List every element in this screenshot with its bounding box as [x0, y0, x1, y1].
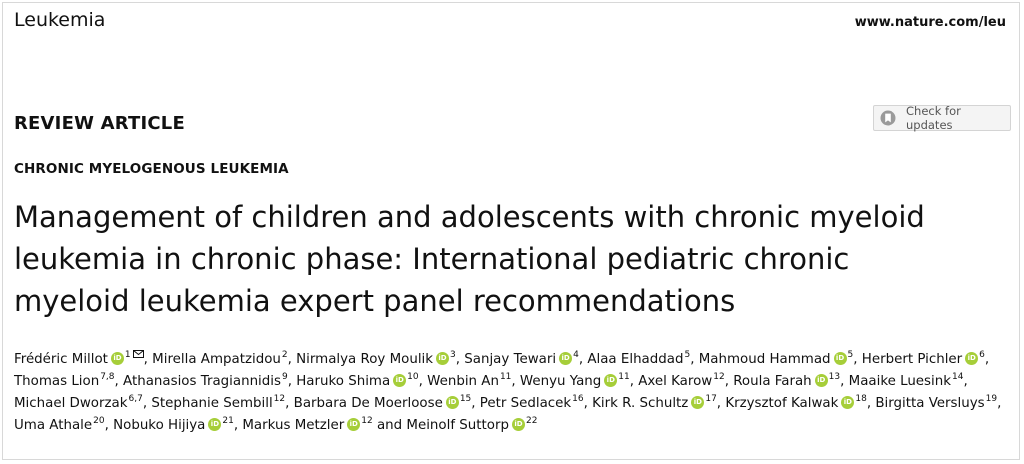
affiliation-superscript: 13 [828, 372, 841, 382]
orcid-icon[interactable] [512, 418, 525, 431]
orcid-icon[interactable] [834, 352, 847, 365]
author-name[interactable] [14, 396, 143, 411]
author-name[interactable] [862, 352, 985, 367]
affiliation-superscript: 1 [124, 350, 131, 360]
affiliation-superscript: 9 [281, 372, 288, 382]
author-name[interactable] [151, 396, 285, 411]
author-name[interactable] [733, 374, 840, 389]
author-name-text: Markus Metzler [242, 418, 345, 433]
orcid-icon[interactable] [691, 396, 704, 409]
orcid-icon[interactable] [446, 396, 459, 409]
author-name-text: Nobuko Hijiya [113, 418, 206, 433]
author-name-text: Wenbin An [427, 374, 499, 389]
affiliation-superscript: 5 [684, 350, 691, 360]
journal-url-link[interactable]: www.nature.com/leu [854, 15, 1006, 30]
subject-category: CHRONIC MYELOGENOUS LEUKEMIA [14, 161, 289, 177]
author-name-text: Mahmoud Hammad [698, 352, 831, 367]
author-name[interactable] [587, 352, 690, 367]
author-name-text: Sanjay Tewari [464, 352, 557, 367]
check-for-updates-label: Check for updates [906, 104, 961, 132]
author-name[interactable] [152, 352, 287, 367]
author-name-text: Birgitta Versluys [875, 396, 985, 411]
affiliation-superscript: 11 [618, 372, 630, 382]
affiliation-superscript: 2 [281, 350, 288, 360]
title-line: Management of children and adolescents with chronic myeloid [14, 200, 925, 234]
author-name-text: Meinolf Suttorp [406, 418, 509, 433]
author-name-text: Kirk R. Schultz [592, 396, 689, 411]
title-line: leukemia in chronic phase: International pediatric chronic [14, 242, 850, 276]
author-name[interactable] [699, 352, 854, 367]
orcid-icon[interactable] [436, 352, 449, 365]
affiliation-superscript: 21 [222, 416, 234, 426]
orcid-icon[interactable] [559, 352, 572, 365]
author-name-text: Thomas Lion [14, 374, 100, 389]
author-name-text: Krzysztof Kalwak [725, 396, 839, 411]
author-name[interactable] [406, 418, 537, 433]
author-name[interactable] [464, 352, 579, 367]
envelope-icon[interactable] [133, 344, 144, 366]
author-name[interactable] [480, 396, 584, 411]
affiliation-superscript: 18 [855, 394, 867, 404]
affiliation-superscript: 12 [713, 372, 725, 382]
author-name[interactable] [294, 396, 472, 411]
author-name[interactable] [875, 396, 997, 411]
author-name-text: Roula Farah [733, 374, 812, 389]
author-name[interactable] [14, 374, 115, 389]
affiliation-superscript: 11 [499, 372, 512, 382]
author-name[interactable] [296, 352, 456, 367]
author-name[interactable] [242, 418, 372, 433]
author-name-text: Nirmalya Roy Moulik [296, 352, 434, 367]
orcid-icon[interactable] [208, 418, 221, 431]
affiliation-superscript: 6,7 [128, 394, 143, 404]
affiliation-superscript: 10 [407, 372, 419, 382]
affiliation-superscript: 17 [705, 394, 717, 404]
check-for-updates-button[interactable] [873, 105, 1011, 131]
author-name[interactable] [638, 374, 724, 389]
orcid-icon[interactable] [815, 374, 828, 387]
author-name[interactable] [725, 396, 867, 411]
orcid-icon[interactable] [347, 418, 360, 431]
author-name-text: Herbert Pichler [861, 352, 963, 367]
bookmark-update-icon [880, 110, 896, 126]
author-name[interactable] [14, 418, 105, 433]
affiliation-superscript: 3 [450, 350, 456, 360]
author-name-text: Mirella Ampatzidou [152, 352, 281, 367]
author-name[interactable] [592, 396, 717, 411]
affiliation-superscript: 20 [93, 416, 105, 426]
author-name-text: Haruko Shima [296, 374, 391, 389]
author-name-text: Barbara De Moerloose [293, 396, 443, 411]
author-name[interactable] [520, 374, 630, 389]
article-title [14, 196, 1014, 322]
journal-name: Leukemia [14, 9, 106, 31]
author-name-text: Wenyu Yang [519, 374, 602, 389]
affiliation-superscript: 14 [952, 372, 964, 382]
author-name[interactable] [123, 374, 288, 389]
orcid-icon[interactable] [604, 374, 617, 387]
author-name[interactable] [296, 374, 418, 389]
orcid-icon[interactable] [393, 374, 406, 387]
title-line: myeloid leukemia expert panel recommendations [14, 284, 736, 318]
author-name[interactable] [14, 352, 144, 367]
author-name-text: Athanasios Tragiannidis [123, 374, 281, 389]
author-name-text: Axel Karow [638, 374, 713, 389]
affiliation-superscript: 19 [985, 394, 998, 404]
author-name-text: Frédéric Millot [14, 352, 108, 367]
author-name-text: Maaike Luesink [848, 374, 951, 389]
article-type: REVIEW ARTICLE [14, 113, 185, 134]
author-name-text: Michael Dworzak [14, 396, 128, 411]
affiliation-superscript: 15 [459, 394, 472, 404]
author-name-text: Petr Sedlacek [479, 396, 572, 411]
affiliation-superscript: 5 [847, 350, 854, 360]
author-name-text: Stephanie Sembill [151, 396, 273, 411]
orcid-icon[interactable] [965, 352, 978, 365]
affiliation-superscript: 22 [526, 416, 538, 426]
orcid-icon[interactable] [111, 352, 124, 365]
author-name[interactable] [427, 374, 511, 389]
affiliation-superscript: 12 [273, 394, 286, 404]
affiliation-superscript: 4 [573, 350, 579, 360]
affiliation-superscript: 16 [572, 394, 584, 404]
affiliation-superscript: 7,8 [100, 372, 115, 382]
author-list: Frédéric MillotiD $^1$ , Mirella Ampatzidou$^2$, Nirmalya Roy MoulikiD $^3$, Sanjay TewariiD $^4$, Alaa Elhaddad$^5$, Mahmoud HammadiD $^5$, Herbert PichleriD $^6$, Thomas Lion$^{7,8}$, Athanasios Tragiannidis$^9$, Haruko ShimaiD $^{10}$, Wenbin An$^{11}$, Wenyu YangiD $^{11}$, Axel Karow$^{12}$, Roula FarahiD $^{13}$, Maaike Luesink$^{14}$, Michael Dworzak$^{6,7}$, Stephanie Sembill$^{12}$, Barbara De MoerlooseiD $^{15}$, Petr Sedlacek$^{16}$, Kirk R. SchultziD $^{17}$, Krzysztof KalwakiD $^{18}$, Birgitta Versluys$^{19}$, Uma Athale$^{20}$, Nobuko HijiyaiD $^{21}$, Markus MetzleriD $^{12}$ and Meinolf SuttorpiD $^{22}$ [14, 344, 1014, 437]
author-name-text: Alaa Elhaddad [587, 352, 684, 367]
affiliation-superscript: 12 [361, 416, 373, 426]
author-name[interactable] [849, 374, 964, 389]
author-conjunction: and [376, 418, 407, 433]
affiliation-superscript: 6 [979, 350, 985, 360]
author-name-text: Uma Athale [14, 418, 93, 433]
orcid-icon[interactable] [841, 396, 854, 409]
author-name[interactable] [113, 418, 234, 433]
